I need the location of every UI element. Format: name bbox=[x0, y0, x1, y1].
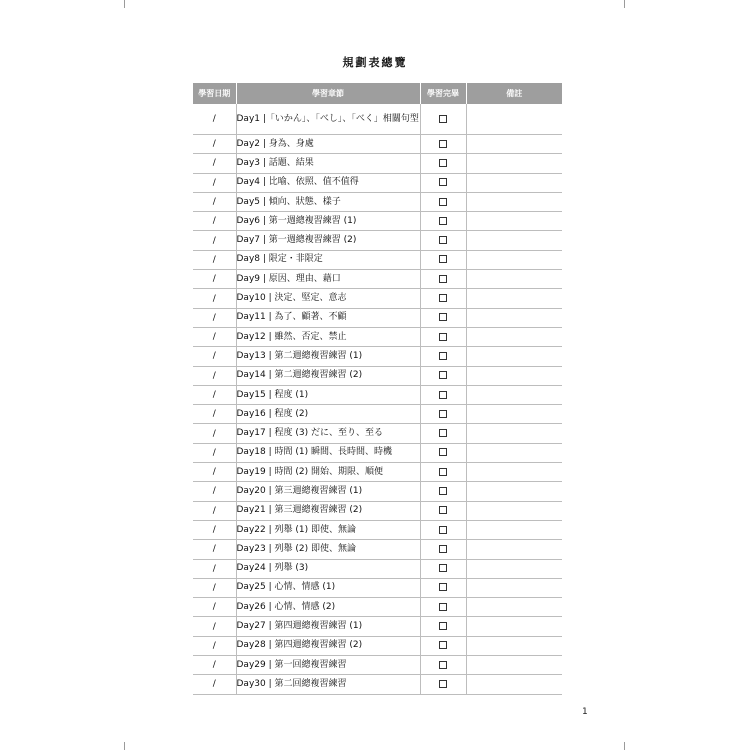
study-date-cell[interactable]: / bbox=[193, 327, 236, 346]
chapter-cell bbox=[236, 463, 420, 482]
done-checkbox[interactable] bbox=[439, 255, 447, 263]
chapter-cell bbox=[236, 617, 420, 636]
note-cell[interactable] bbox=[466, 173, 562, 192]
done-cell bbox=[420, 463, 466, 482]
chapter-cell bbox=[236, 231, 420, 250]
chapter-label: Day10 | 決定、堅定、意志 bbox=[236, 293, 347, 304]
done-cell bbox=[420, 250, 466, 269]
chapter-cell bbox=[236, 212, 420, 231]
chapter-label: Day11 | 為了、顧著、不顧 bbox=[236, 312, 347, 323]
done-cell bbox=[420, 289, 466, 308]
chapter-label: Day22 | 列舉 (1) 即使、無論 bbox=[236, 524, 356, 535]
table-row bbox=[193, 347, 562, 366]
done-cell bbox=[420, 405, 466, 424]
study-date-cell[interactable]: / bbox=[193, 501, 236, 520]
done-checkbox[interactable] bbox=[439, 391, 447, 399]
page-title: 規劃表總覽 bbox=[342, 56, 408, 69]
chapter-label: Day28 | 第四週總複習練習 (2) bbox=[236, 640, 363, 651]
table-row bbox=[193, 308, 562, 327]
done-cell bbox=[420, 501, 466, 520]
done-checkbox[interactable] bbox=[439, 352, 447, 360]
chapter-label: Day30 | 第二回總複習練習 bbox=[236, 678, 347, 689]
table-row bbox=[193, 154, 562, 173]
chapter-label: Day3 | 話題、結果 bbox=[236, 157, 314, 168]
done-cell bbox=[420, 104, 466, 135]
crop-mark bbox=[624, 742, 625, 750]
chapter-label: Day29 | 第一回總複習練習 bbox=[236, 659, 347, 670]
done-checkbox[interactable] bbox=[439, 429, 447, 437]
note-cell[interactable] bbox=[466, 578, 562, 597]
done-checkbox[interactable] bbox=[439, 217, 447, 225]
chapter-cell bbox=[236, 347, 420, 366]
chapter-cell bbox=[236, 308, 420, 327]
table-row bbox=[193, 385, 562, 404]
table-row bbox=[193, 405, 562, 424]
chapter-label: Day1 |「いかん」、「べし」、「べく」相關句型 bbox=[236, 113, 419, 124]
done-cell bbox=[420, 154, 466, 173]
done-cell bbox=[420, 598, 466, 617]
done-checkbox[interactable] bbox=[439, 294, 447, 302]
table-row bbox=[193, 443, 562, 462]
table-row bbox=[193, 482, 562, 501]
done-cell bbox=[420, 308, 466, 327]
study-plan-table bbox=[193, 82, 562, 695]
chapter-cell bbox=[236, 327, 420, 346]
chapter-cell bbox=[236, 385, 420, 404]
done-checkbox[interactable] bbox=[439, 313, 447, 321]
chapter-cell bbox=[236, 598, 420, 617]
table-row bbox=[193, 617, 562, 636]
chapter-cell bbox=[236, 270, 420, 289]
study-date-cell[interactable]: / bbox=[193, 463, 236, 482]
done-checkbox[interactable] bbox=[439, 680, 447, 688]
done-checkbox[interactable] bbox=[439, 641, 447, 649]
note-cell[interactable] bbox=[466, 656, 562, 675]
crop-mark bbox=[624, 0, 625, 8]
done-checkbox[interactable] bbox=[439, 448, 447, 456]
done-checkbox[interactable] bbox=[439, 622, 447, 630]
study-date-cell[interactable]: / bbox=[193, 385, 236, 404]
note-cell[interactable] bbox=[466, 347, 562, 366]
chapter-label: Day5 | 傾向、狀態、樣子 bbox=[236, 196, 341, 207]
header-note: 備註 bbox=[466, 83, 562, 105]
note-cell[interactable] bbox=[466, 405, 562, 424]
note-cell[interactable] bbox=[466, 270, 562, 289]
study-date-cell[interactable]: / bbox=[193, 443, 236, 462]
chapter-cell bbox=[236, 443, 420, 462]
done-checkbox[interactable] bbox=[439, 545, 447, 553]
chapter-label: Day7 | 第一週總複習練習 (2) bbox=[236, 235, 357, 246]
done-checkbox[interactable] bbox=[439, 115, 447, 123]
note-cell[interactable] bbox=[466, 104, 562, 135]
done-checkbox[interactable] bbox=[439, 468, 447, 476]
table-row bbox=[193, 540, 562, 559]
header-done: 學習完畢 bbox=[420, 83, 466, 105]
study-date-cell[interactable]: / bbox=[193, 578, 236, 597]
note-cell[interactable] bbox=[466, 327, 562, 346]
table-row bbox=[193, 463, 562, 482]
done-cell bbox=[420, 327, 466, 346]
table-row bbox=[193, 212, 562, 231]
done-cell bbox=[420, 347, 466, 366]
chapter-label: Day2 | 身為、身處 bbox=[236, 138, 314, 149]
chapter-label: Day16 | 程度 (2) bbox=[236, 408, 309, 419]
chapter-cell bbox=[236, 675, 420, 694]
chapter-label: Day25 | 心情、情感 (1) bbox=[236, 582, 336, 593]
table-body bbox=[193, 104, 562, 694]
table-row bbox=[193, 520, 562, 539]
chapter-label: Day4 | 比喻、依照、值不值得 bbox=[236, 177, 359, 188]
study-date-cell[interactable]: / bbox=[193, 405, 236, 424]
done-checkbox[interactable] bbox=[439, 275, 447, 283]
note-cell[interactable] bbox=[466, 443, 562, 462]
study-date-cell[interactable]: / bbox=[193, 598, 236, 617]
chapter-label: Day27 | 第四週總複習練習 (1) bbox=[236, 621, 363, 632]
study-date-cell[interactable]: / bbox=[193, 135, 236, 154]
chapter-label: Day9 | 原因、理由、藉口 bbox=[236, 273, 341, 284]
done-checkbox[interactable] bbox=[439, 140, 447, 148]
study-date-cell[interactable]: / bbox=[193, 154, 236, 173]
note-cell[interactable] bbox=[466, 482, 562, 501]
chapter-label: Day8 | 限定・非限定 bbox=[236, 254, 323, 265]
crop-mark bbox=[124, 742, 125, 750]
done-checkbox[interactable] bbox=[439, 178, 447, 186]
study-date-cell[interactable]: / bbox=[193, 308, 236, 327]
done-cell bbox=[420, 443, 466, 462]
note-cell[interactable] bbox=[466, 308, 562, 327]
study-date-cell[interactable]: / bbox=[193, 559, 236, 578]
table-row bbox=[193, 327, 562, 346]
done-cell bbox=[420, 482, 466, 501]
done-checkbox[interactable] bbox=[439, 159, 447, 167]
done-cell bbox=[420, 212, 466, 231]
chapter-cell bbox=[236, 289, 420, 308]
done-checkbox[interactable] bbox=[439, 410, 447, 418]
chapter-cell bbox=[236, 424, 420, 443]
crop-mark bbox=[124, 0, 125, 8]
note-cell[interactable] bbox=[466, 385, 562, 404]
chapter-label: Day6 | 第一週總複習練習 (1) bbox=[236, 215, 357, 226]
chapter-label: Day14 | 第二週總複習練習 (2) bbox=[236, 370, 363, 381]
done-checkbox[interactable] bbox=[439, 487, 447, 495]
note-cell[interactable] bbox=[466, 501, 562, 520]
chapter-cell bbox=[236, 192, 420, 211]
note-cell[interactable] bbox=[466, 212, 562, 231]
note-cell[interactable] bbox=[466, 424, 562, 443]
done-checkbox[interactable] bbox=[439, 371, 447, 379]
note-cell[interactable] bbox=[466, 617, 562, 636]
chapter-cell bbox=[236, 405, 420, 424]
done-checkbox[interactable] bbox=[439, 526, 447, 534]
note-cell[interactable] bbox=[466, 192, 562, 211]
done-checkbox[interactable] bbox=[439, 603, 447, 611]
table-header-row bbox=[193, 83, 562, 105]
study-date-cell[interactable]: / bbox=[193, 270, 236, 289]
chapter-cell bbox=[236, 173, 420, 192]
note-cell[interactable] bbox=[466, 636, 562, 655]
note-cell[interactable] bbox=[466, 559, 562, 578]
done-checkbox[interactable] bbox=[439, 333, 447, 341]
done-checkbox[interactable] bbox=[439, 564, 447, 572]
study-date-cell[interactable]: / bbox=[193, 424, 236, 443]
study-date-cell[interactable]: / bbox=[193, 636, 236, 655]
table-row bbox=[193, 559, 562, 578]
table-row bbox=[193, 598, 562, 617]
study-date-cell[interactable]: / bbox=[193, 482, 236, 501]
note-cell[interactable] bbox=[466, 289, 562, 308]
chapter-cell bbox=[236, 578, 420, 597]
chapter-label: Day26 | 心情、情感 (2) bbox=[236, 601, 336, 612]
chapter-cell bbox=[236, 366, 420, 385]
chapter-label: Day23 | 列舉 (2) 即使、無論 bbox=[236, 543, 356, 554]
chapter-cell bbox=[236, 104, 420, 135]
study-date-cell[interactable]: / bbox=[193, 212, 236, 231]
chapter-label: Day12 | 雖然、否定、禁止 bbox=[236, 331, 347, 342]
study-date-cell[interactable]: / bbox=[193, 231, 236, 250]
done-checkbox[interactable] bbox=[439, 198, 447, 206]
note-cell[interactable] bbox=[466, 675, 562, 694]
table-row bbox=[193, 135, 562, 154]
done-cell bbox=[420, 675, 466, 694]
note-cell[interactable] bbox=[466, 135, 562, 154]
chapter-label: Day20 | 第三週總複習練習 (1) bbox=[236, 485, 363, 496]
study-date-cell[interactable]: / bbox=[193, 540, 236, 559]
done-cell bbox=[420, 578, 466, 597]
header-date: 學習日期 bbox=[193, 83, 236, 105]
chapter-cell bbox=[236, 636, 420, 655]
table-row bbox=[193, 250, 562, 269]
done-cell bbox=[420, 231, 466, 250]
chapter-label: Day24 | 列舉 (3) bbox=[236, 563, 309, 574]
study-date-cell[interactable]: / bbox=[193, 347, 236, 366]
study-date-cell[interactable]: / bbox=[193, 656, 236, 675]
note-cell[interactable] bbox=[466, 366, 562, 385]
header-chapter: 學習章節 bbox=[236, 83, 420, 105]
chapter-label: Day18 | 時間 (1) 瞬間、長時間、時機 bbox=[236, 447, 392, 458]
note-cell[interactable] bbox=[466, 598, 562, 617]
done-cell bbox=[420, 173, 466, 192]
done-checkbox[interactable] bbox=[439, 583, 447, 591]
chapter-label: Day13 | 第二週總複習練習 (1) bbox=[236, 350, 363, 361]
page-number: 1 bbox=[582, 707, 588, 717]
chapter-label: Day15 | 程度 (1) bbox=[236, 389, 309, 400]
done-cell bbox=[420, 135, 466, 154]
table-row bbox=[193, 270, 562, 289]
note-cell[interactable] bbox=[466, 154, 562, 173]
study-date-cell[interactable]: / bbox=[193, 617, 236, 636]
note-cell[interactable] bbox=[466, 463, 562, 482]
done-cell bbox=[420, 617, 466, 636]
study-date-cell[interactable]: / bbox=[193, 250, 236, 269]
done-cell bbox=[420, 192, 466, 211]
done-cell bbox=[420, 520, 466, 539]
study-date-cell[interactable]: / bbox=[193, 192, 236, 211]
chapter-cell bbox=[236, 135, 420, 154]
done-cell bbox=[420, 366, 466, 385]
done-checkbox[interactable] bbox=[439, 506, 447, 514]
chapter-cell bbox=[236, 559, 420, 578]
study-date-cell[interactable]: / bbox=[193, 675, 236, 694]
done-checkbox[interactable] bbox=[439, 661, 447, 669]
chapter-label: Day21 | 第三週總複習練習 (2) bbox=[236, 505, 363, 516]
study-date-cell[interactable]: / bbox=[193, 289, 236, 308]
table-row bbox=[193, 366, 562, 385]
done-cell bbox=[420, 656, 466, 675]
chapter-label: Day19 | 時間 (2) 開始、期限、順便 bbox=[236, 466, 383, 477]
note-cell[interactable] bbox=[466, 231, 562, 250]
table-row bbox=[193, 424, 562, 443]
table-row bbox=[193, 173, 562, 192]
note-cell[interactable] bbox=[466, 250, 562, 269]
table-row bbox=[193, 104, 562, 135]
table-row bbox=[193, 231, 562, 250]
table-row bbox=[193, 289, 562, 308]
chapter-cell bbox=[236, 250, 420, 269]
table-row bbox=[193, 578, 562, 597]
chapter-cell bbox=[236, 501, 420, 520]
study-date-cell[interactable]: / bbox=[193, 366, 236, 385]
table-row bbox=[193, 192, 562, 211]
chapter-cell bbox=[236, 154, 420, 173]
chapter-cell bbox=[236, 520, 420, 539]
done-cell bbox=[420, 636, 466, 655]
done-cell bbox=[420, 385, 466, 404]
study-date-cell[interactable]: / bbox=[193, 173, 236, 192]
chapter-cell bbox=[236, 656, 420, 675]
table-row bbox=[193, 656, 562, 675]
done-checkbox[interactable] bbox=[439, 236, 447, 244]
table-row bbox=[193, 636, 562, 655]
done-cell bbox=[420, 270, 466, 289]
note-cell[interactable] bbox=[466, 520, 562, 539]
table-row bbox=[193, 501, 562, 520]
chapter-cell bbox=[236, 482, 420, 501]
table-row bbox=[193, 675, 562, 694]
done-cell bbox=[420, 559, 466, 578]
done-cell bbox=[420, 540, 466, 559]
chapter-cell bbox=[236, 540, 420, 559]
chapter-label: Day17 | 程度 (3) だに、至り、至る bbox=[236, 428, 383, 439]
done-cell bbox=[420, 424, 466, 443]
study-date-cell[interactable]: / bbox=[193, 520, 236, 539]
note-cell[interactable] bbox=[466, 540, 562, 559]
study-date-cell[interactable]: / bbox=[193, 104, 236, 135]
